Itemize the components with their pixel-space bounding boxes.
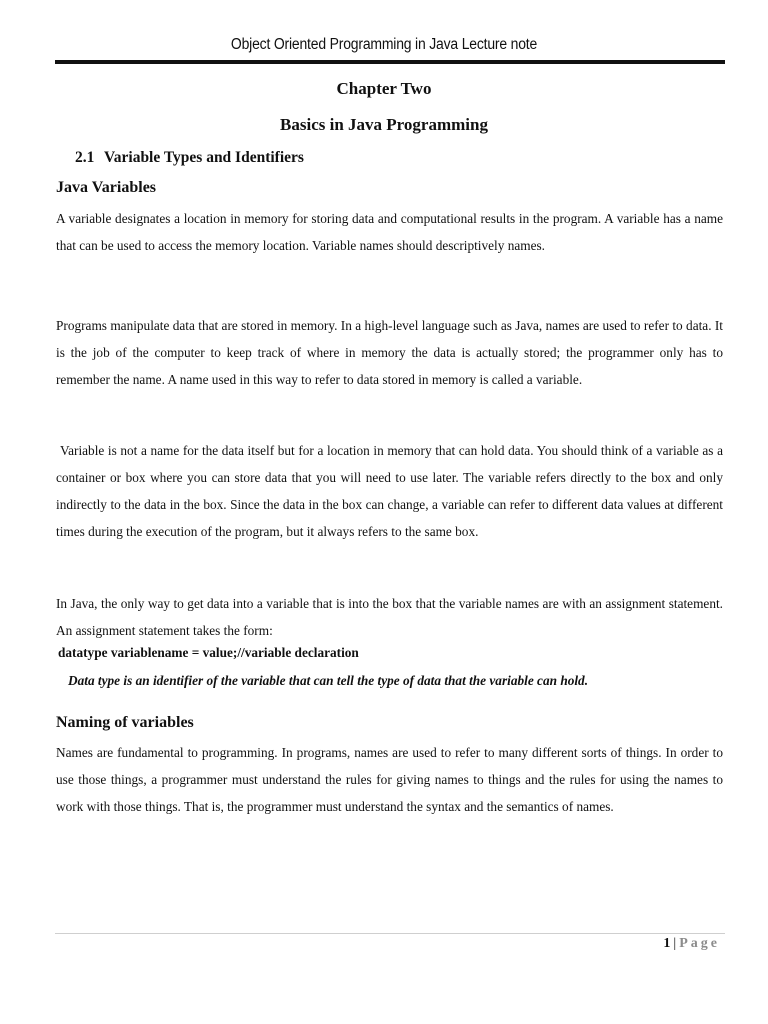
footer-rule	[55, 933, 725, 934]
header-rule	[55, 60, 725, 64]
datatype-note: Data type is an identifier of the variable that can tell the type of data that the variable can hold.	[68, 673, 589, 688]
paragraph-assignment-statement: In Java, the only way to get data into a variable that is into the box that the variable names are with an assignment statement. An assignment statement takes the form:	[56, 596, 723, 638]
section-heading	[75, 149, 304, 167]
paragraph-naming: Names are fundamental to programming. In programs, names are used to refer to many different sorts of things. In order to use those things, a programmer must understand the rules for giving names to things and the rules for using the names to work with those things. That is, the programmer must understand the syntax and the semantics of names.	[56, 745, 723, 814]
page-word: Page	[679, 936, 720, 951]
running-header: Object Oriented Programming in Java Lecture note	[230, 36, 538, 53]
declaration-syntax: datatype variablename = value;//variable declaration	[58, 645, 359, 660]
chapter-subtitle: Basics in Java Programming	[280, 115, 488, 134]
page-separator: |	[673, 936, 677, 951]
paragraph-variable-definition: A variable designates a location in memory for storing data and computational results in the program. A variable has a name that can be used to access the memory location. Variable names should descriptively names.	[56, 211, 723, 253]
section-number: 2.1	[75, 149, 95, 166]
chapter-title: Chapter Two	[336, 79, 432, 98]
page-number: 1	[663, 936, 671, 951]
page-footer	[663, 936, 720, 952]
java-variables-heading: Java Variables	[56, 179, 157, 196]
paragraph-programs-manipulate-data: Programs manipulate data that are stored in memory. In a high-level language such as Java, names are used to refer to data. It is the job of the computer to keep track of where in memory the data is actually stored; the programmer only has to remember the name. A name used in this way to refer to data stored in memory is called a variable.	[56, 318, 723, 387]
section-title: Variable Types and Identifiers	[103, 149, 304, 166]
naming-variables-heading: Naming of variables	[56, 714, 194, 731]
paragraph-variable-as-box: Variable is not a name for the data itself but for a location in memory that can hold data. You should think of a variable as a container or box where you can store data that you will need to use later. The variable refers directly to the box and only indirectly to the data in the box. Since the data in the box can change, a variable can refer to different data values at different times during the execution of the program, but it always refers to the same box.	[56, 443, 723, 539]
